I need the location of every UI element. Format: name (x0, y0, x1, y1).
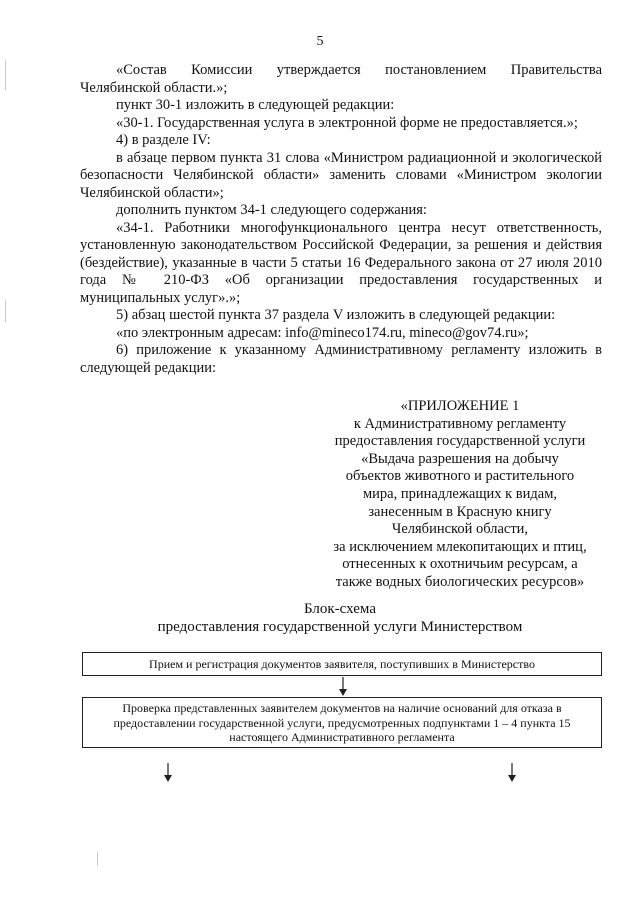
body-paragraph: 6) приложение к указанному Административному регламенту изложить в следующей редакции: (80, 342, 602, 376)
scan-edge-mark (5, 60, 6, 90)
body-paragraph: 5) абзац шестой пункта 37 раздела V изложить в следующей редакции: (116, 307, 556, 323)
scheme-title (80, 600, 600, 636)
body-text (80, 62, 602, 377)
scan-edge-mark (97, 852, 98, 866)
scan-edge-mark (5, 300, 6, 322)
body-paragraph: «Состав Комиссии утверждается постановлением Правительства Челябинской области.»; (80, 62, 602, 96)
page-number: 5 (316, 34, 324, 49)
appendix-heading-line: «Выдача разрешения на добычу (361, 450, 559, 467)
appendix-heading-line: за исключением млекопитающих и птиц, (333, 538, 587, 555)
body-paragraph: «34-1. Работники многофункционального центра несут ответственность, установленную законодательством Российской Федерации, за решения и действия (бездействие), указанные в части 5 статьи 16 Федерального закона от 27 июля 2010 года № 210-ФЗ «Об организации предоставления государственных и муниципальных услуг».»; (80, 219, 602, 306)
body-paragraph: в абзаце первом пункта 31 слова «Министром радиационной и экологической безопасности Челябинской области» заменить словами «Министром экологии Челябинской области»; (80, 149, 602, 201)
appendix-heading-line: мира, принадлежащих к видам, (362, 485, 558, 502)
body-paragraph: «30-1. Государственная услуга в электронной форме не предоставляется.»; (116, 114, 578, 131)
appendix-heading-line: отнесенных к охотничьим ресурсам, а (342, 556, 578, 573)
appendix-heading (324, 398, 596, 592)
appendix-heading-line: предоставления государственной услуги (334, 433, 586, 450)
body-paragraph: 4) в разделе IV: (116, 132, 211, 148)
body-paragraph: дополнить пунктом 34-1 следующего содержания: (116, 202, 427, 218)
flowchart-box-document-check: Проверка представленных заявителем документов на наличие оснований для отказа в предоставлении государственной услуги, предусмотренных подпунктами 1 – 4 пункта 15 настоящего Административного регламента (82, 697, 602, 748)
flow-arrow-down-icon (506, 763, 518, 783)
appendix-heading-line: занесенным в Красную книгу (368, 503, 552, 520)
flow-arrow-down-icon (337, 677, 349, 697)
appendix-heading-line: Челябинской области, (391, 521, 529, 538)
body-paragraph: пункт 30-1 изложить в следующей редакции: (116, 97, 395, 113)
flow-arrow-down-icon (162, 763, 174, 783)
body-paragraph: «по электронным адресам: info@mineco174.ru, mineco@gov74.ru»; (116, 324, 529, 341)
flowchart-box-reception: Прием и регистрация документов заявителя, поступивших в Министерство (82, 652, 602, 676)
appendix-heading-line: «ПРИЛОЖЕНИЕ 1 (400, 398, 520, 414)
appendix-heading-line: также водных биологических ресурсов» (335, 573, 585, 590)
scheme-title-line1: Блок-схема (304, 601, 376, 617)
appendix-heading-line: объектов животного и растительного (345, 468, 575, 485)
scheme-title-line2: предоставления государственной услуги Министерством (157, 619, 523, 635)
appendix-heading-line: к Административному регламенту (353, 415, 567, 432)
